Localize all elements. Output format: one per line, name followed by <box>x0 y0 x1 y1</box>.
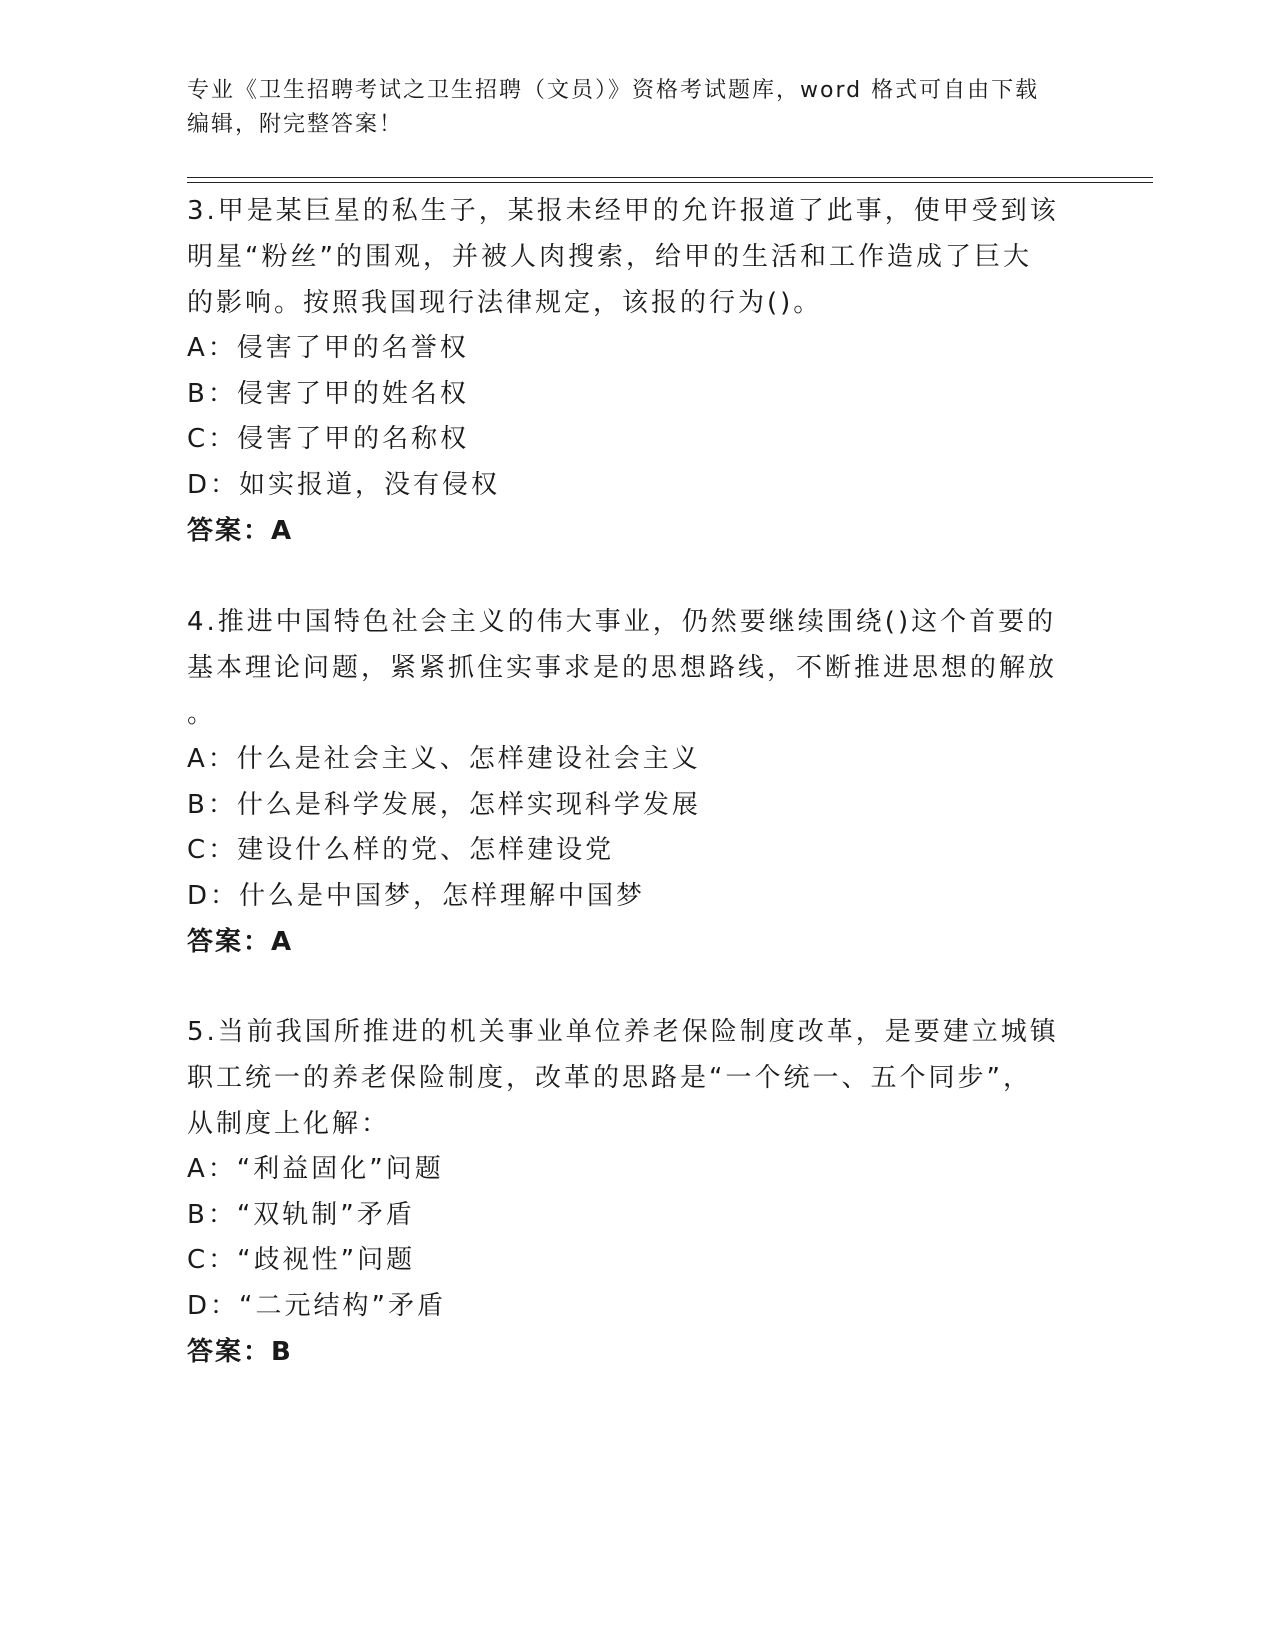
header-divider-top <box>187 177 1153 178</box>
answer-label: 答案：B <box>187 1337 293 1367</box>
stem-line: 基本理论问题，紧紧抓住实事求是的思想路线，不断推进思想的解放 <box>187 653 1058 683</box>
question-stem <box>187 1009 1067 1147</box>
option-d: D：“二元结构”矛盾 <box>187 1290 446 1321</box>
stem-line: 5.当前我国所推进的机关事业单位养老保险制度改革，是要建立城镇 <box>187 1017 1059 1047</box>
question-4 <box>187 599 1067 965</box>
stem-line: 的影响。按照我国现行法律规定，该报的行为()。 <box>187 288 823 318</box>
answer-label: 答案：A <box>187 516 294 546</box>
option-d: D：什么是中国梦，怎样理解中国梦 <box>187 880 646 911</box>
answer-label: 答案：A <box>187 927 294 957</box>
option-c: C：建设什么样的党、怎样建设党 <box>187 835 615 865</box>
option-a: A：“利益固化”问题 <box>187 1154 444 1184</box>
stem-line: 3.甲是某巨星的私生子，某报未经甲的允许报道了此事，使甲受到该 <box>187 196 1059 226</box>
option-c: C：侵害了甲的名称权 <box>187 424 470 454</box>
question-3 <box>187 188 1067 554</box>
header-line-1: 专业《卫生招聘考试之卫生招聘（文员）》资格考试题库，word 格式可自由下载 <box>187 78 1040 103</box>
option-b: B：“双轨制”矛盾 <box>187 1199 415 1230</box>
header-divider-bottom <box>187 182 1153 183</box>
option-b: B：侵害了甲的姓名权 <box>187 378 469 409</box>
stem-line: 4.推进中国特色社会主义的伟大事业，仍然要继续围绕()这个首要的 <box>187 607 1057 637</box>
question-5 <box>187 1009 1067 1375</box>
question-stem <box>187 599 1067 737</box>
option-b: B：什么是科学发展，怎样实现科学发展 <box>187 789 701 820</box>
option-d: D：如实报道，没有侵权 <box>187 469 501 500</box>
stem-line: 从制度上化解： <box>187 1109 391 1139</box>
stem-line: 明星“粉丝”的围观，并被人肉搜索，给甲的生活和工作造成了巨大 <box>187 242 1032 272</box>
stem-line: 。 <box>187 699 217 729</box>
option-a: A：侵害了甲的名誉权 <box>187 333 469 363</box>
option-c: C：“歧视性”问题 <box>187 1245 416 1275</box>
question-stem <box>187 188 1067 326</box>
header-line-2: 编辑，附完整答案！ <box>187 112 404 137</box>
option-a: A：什么是社会主义、怎样建设社会主义 <box>187 744 701 774</box>
stem-line: 职工统一的养老保险制度，改革的思路是“一个统一、五个同步”， <box>187 1063 1032 1093</box>
document-header <box>187 74 1087 142</box>
